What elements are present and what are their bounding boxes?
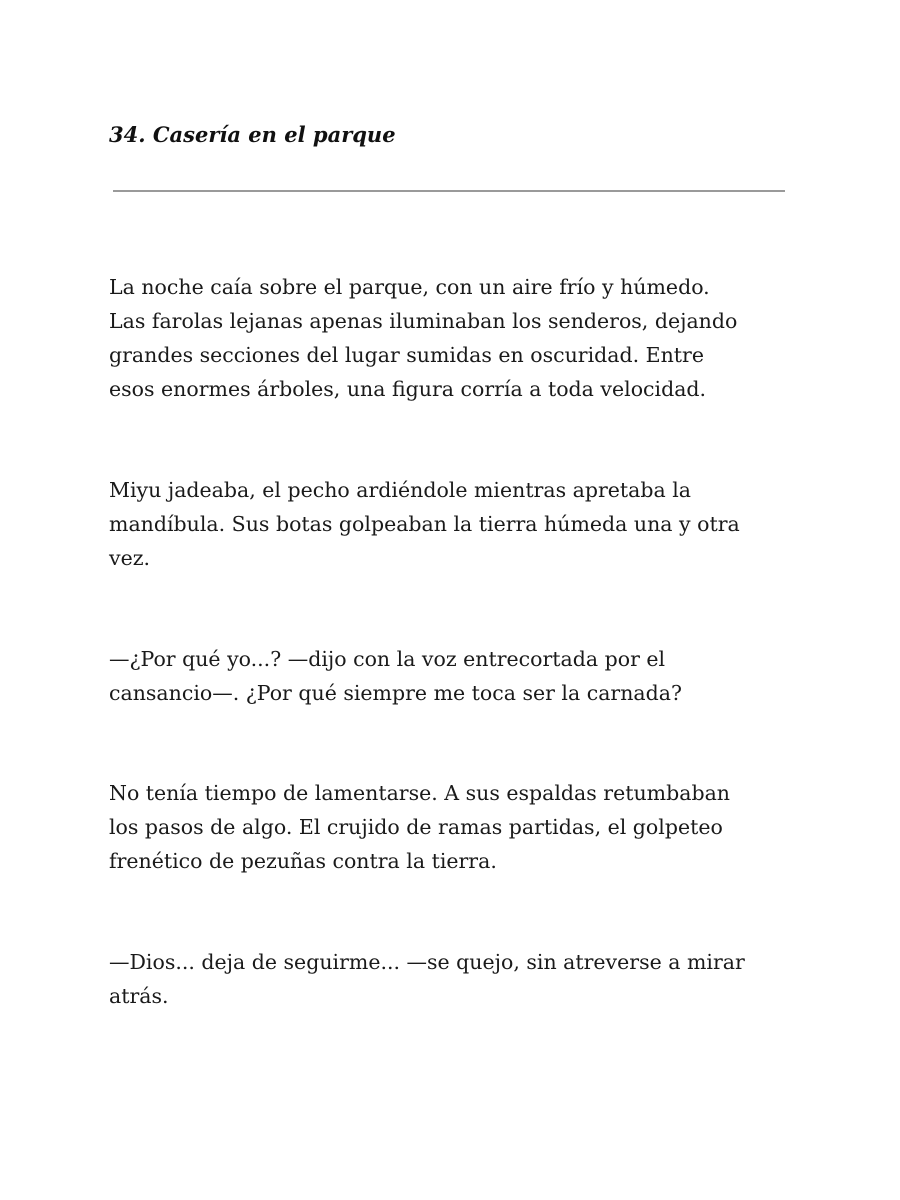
paragraph-2: Miyu jadeaba, el pecho ardiéndole mientras apretaba la mandíbula. Sus botas golpeaban la tierra húmeda una y otra vez. bbox=[109, 478, 740, 570]
paragraph-3: —¿Por qué yo...? —dijo con la voz entrecortada por el cansancio—. ¿Por qué siempre me toca ser la carnada? bbox=[109, 647, 682, 705]
chapter-title: 34. Casería en el parque bbox=[109, 122, 396, 147]
paragraph-1: La noche caía sobre el parque, con un aire frío y húmedo. Las farolas lejanas apenas iluminaban los senderos, dejando grandes secciones del lugar sumidas en oscuridad. Entre esos enormes árboles, una figura corría a toda velocidad. bbox=[109, 275, 738, 401]
paragraph-4: No tenía tiempo de lamentarse. A sus espaldas retumbaban los pasos de algo. El crujido de ramas partidas, el golpeteo frenético de pezuñas contra la tierra. bbox=[109, 781, 730, 873]
title-divider bbox=[113, 190, 785, 192]
paragraph-5: —Dios... deja de seguirme... —se quejo, sin atreverse a mirar atrás. bbox=[109, 950, 745, 1008]
